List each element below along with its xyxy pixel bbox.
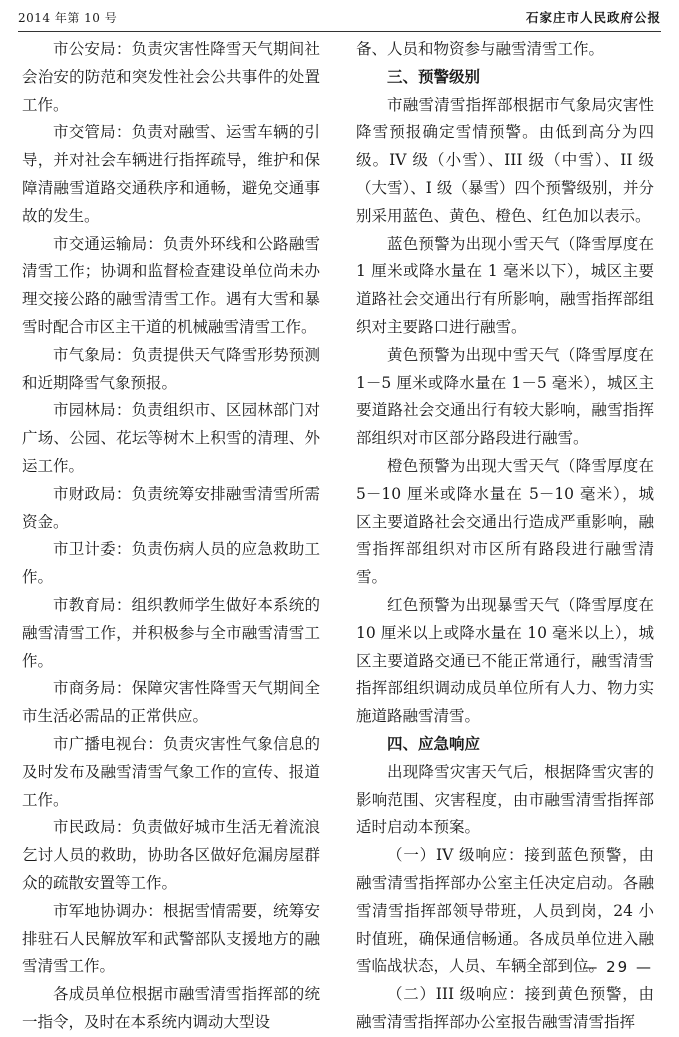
paragraph-orange-warning: 橙色预警为出现大雪天气（降雪厚度在 5－10 厘米或降水量在 5－10 毫米），城区主要道路社会交通出行造成严重影响，融雪指挥部组织对市区所有路段进行融雪清雪。 [356,456,654,587]
paragraph-level-iv-response: （一）IV 级响应：接到蓝色预警，由融雪清雪指挥部办公室主任决定启动。各融雪清雪指挥部领导带班，人员到岗，24 小时值班，确保通信畅通。各成员单位进入融雪临战状态，人员、车辆全部到位。 [356,846,654,976]
paragraph-military: 市军地协调办：根据雪情需要，统筹安排驻石人民解放军和武警部队支援地方的融雪清雪工作。 [22,901,320,976]
header-rule [18,31,661,32]
paragraph-transport: 市交通运输局：负责外环线和公路融雪清雪工作；协调和监督检查建设单位尚未办理交接公路的融雪清雪工作。遇有大雪和暴雪时配合市区主干道的机械融雪清雪工作。 [22,234,320,336]
paragraph-broadcast: 市广播电视台：负责灾害性气象信息的及时发布及融雪清雪气象工作的宣传、报道工作。 [22,734,320,809]
right-column [356,36,654,1037]
issue-label: 2014 年第 10 号 [18,10,118,25]
paragraph-traffic-police: 市交管局：负责对融雪、运雪车辆的引导，并对社会车辆进行指挥疏导，维护和保障清融雪道路交通秩序和通畅，避免交通事故的发生。 [22,123,320,225]
paragraph-level-iii-response: （二）III 级响应：接到黄色预警，由融雪清雪指挥部办公室报告融雪清雪指挥 [356,985,654,1031]
paragraph-continuation: 备、人员和物资参与融雪清雪工作。 [356,40,605,58]
section-title-warning-levels: 三、预警级别 [387,67,481,86]
paragraph-landscape: 市园林局：负责组织市、区园林部门对广场、公园、花坛等树木上积雪的清理、外运工作。 [22,401,320,475]
paragraph-meteorology: 市气象局：负责提供天气降雪形势预测和近期降雪气象预报。 [22,345,320,392]
paragraph-yellow-warning: 黄色预警为出现中雪天气（降雪厚度在 1－5 厘米或降水量在 1－5 毫米），城区主要道路社会交通出行有较大影响，融雪指挥部组织对市区部分路段进行融雪。 [356,345,654,448]
paragraph-public-security: 市公安局：负责灾害性降雪天气期间社会治安的防范和突发性社会公共事件的处置工作。 [22,40,320,114]
paragraph-health: 市卫计委：负责伤病人员的应急救助工作。 [22,540,320,587]
page-number: — 29 — [582,958,653,976]
paragraph-response-overview: 出现降雪灾害天气后，根据降雪灾害的影响范围、灾害程度，由市融雪清雪指挥部适时启动本预案。 [356,762,654,837]
page-header [18,4,661,30]
paragraph-commerce: 市商务局：保障灾害性降雪天气期间全市生活必需品的正常供应。 [22,679,320,726]
left-column [22,36,320,1037]
paragraph-finance: 市财政局：负责统筹安排融雪清雪所需资金。 [22,484,320,531]
paragraph-members: 各成员单位根据市融雪清雪指挥部的统一指令，及时在本系统内调动大型设 [22,985,320,1031]
publication-title: 石家庄市人民政府公报 [525,10,661,25]
paragraph-blue-warning: 蓝色预警为出现小雪天气（降雪厚度在 1 厘米或降水量在 1 毫米以下），城区主要道路社会交通出行有所影响，融雪指挥部组织对主要路口进行融雪。 [356,234,654,336]
paragraph-civil-affairs: 市民政局：负责做好城市生活无着流浪乞讨人员的救助，协助各区做好危漏房屋群众的疏散安置等工作。 [22,818,320,892]
section-title-emergency-response: 四、应急响应 [387,734,481,753]
paragraph-warning-overview: 市融雪清雪指挥部根据市气象局灾害性降雪预报确定雪情预警。由低到高分为四级。IV 级（小雪）、III 级（中雪）、II 级（大雪）、I 级（暴雪）四个预警级别，并分别采用蓝色、黄色、橙色、红色加以表示。 [356,95,654,225]
paragraph-education: 市教育局：组织教师学生做好本系统的融雪清雪工作，并积极参与全市融雪清雪工作。 [22,595,320,670]
paragraph-red-warning: 红色预警为出现暴雪天气（降雪厚度在 10 厘米以上或降水量在 10 毫米以上），城区主要道路交通已不能正常通行，融雪清雪指挥部组织调动成员单位所有人力、物力实施道路融雪清雪。 [356,595,654,726]
